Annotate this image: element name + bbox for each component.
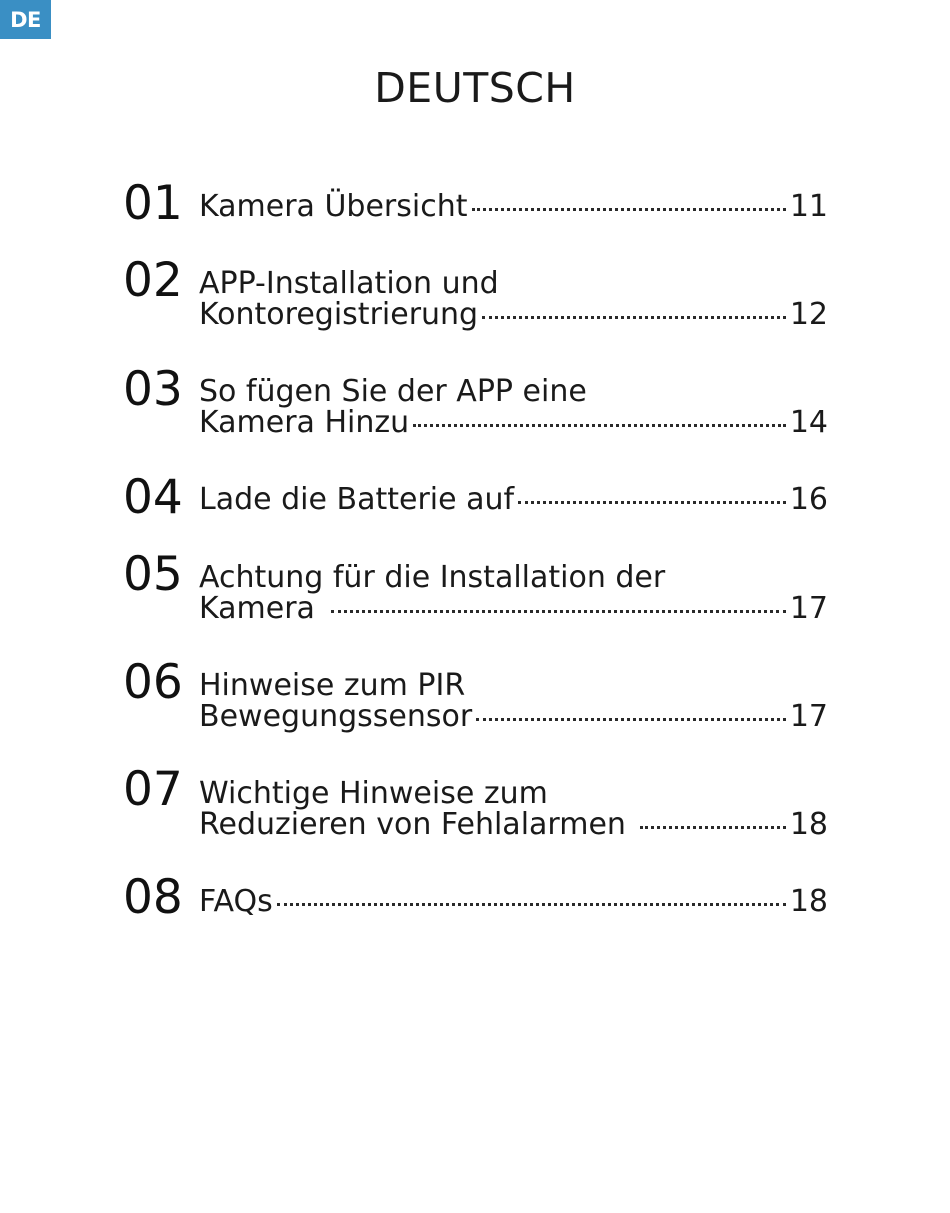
toc-entry-number: 01 <box>123 176 183 231</box>
dot-leader <box>331 610 786 613</box>
toc-entry-title-line-1: APP-Installation und <box>199 266 499 301</box>
toc-entry-page: 18 <box>789 884 828 919</box>
toc-entry-page: 17 <box>789 591 828 626</box>
toc-entry-number: 07 <box>123 762 183 817</box>
dot-leader <box>413 424 786 427</box>
toc-entry-title-line-1: Achtung für die Installation der <box>199 560 666 595</box>
toc-entry-title-line-2: Bewegungssensor <box>199 699 473 734</box>
toc-entry-title-line-2: Kamera Hinzu <box>199 405 410 440</box>
dot-leader <box>277 903 786 906</box>
toc-entry-page: 16 <box>789 482 828 517</box>
toc-entry-page: 12 <box>789 297 828 332</box>
page-title: DEUTSCH <box>374 64 576 112</box>
dot-leader <box>640 826 786 829</box>
toc-entry-page: 11 <box>789 189 828 224</box>
dot-leader <box>476 718 786 721</box>
dot-leader <box>482 316 786 319</box>
toc-entry-title-line-2: Kamera <box>199 591 315 626</box>
toc-entry-title-line-2: Kontoregistrierung <box>199 297 479 332</box>
toc-entry-number: 02 <box>123 253 183 308</box>
dot-leader <box>518 501 786 504</box>
language-badge-label: DE <box>10 7 41 32</box>
language-badge <box>0 0 51 39</box>
toc-entry-title-line-1: So fügen Sie der APP eine <box>199 374 587 409</box>
toc-entry-page: 18 <box>789 807 828 842</box>
toc-entry-title-line-2: Reduzieren von Fehlalarmen <box>199 807 626 842</box>
dot-leader <box>472 208 786 211</box>
toc-entry-title: Lade die Batterie auf <box>199 482 515 517</box>
toc-entry-title: Kamera Übersicht <box>199 189 468 224</box>
toc-entry-title-line-1: Wichtige Hinweise zum <box>199 776 548 811</box>
toc-entry-number: 03 <box>123 362 183 417</box>
toc-entry-number: 06 <box>123 655 183 710</box>
toc-entry-title: FAQs <box>199 884 273 919</box>
toc-entry-number: 04 <box>123 470 183 525</box>
toc-entry-page: 14 <box>789 405 828 440</box>
toc-entry-number: 05 <box>123 547 183 602</box>
toc-entry-number: 08 <box>123 870 183 925</box>
toc-entry-title-line-1: Hinweise zum PIR <box>199 668 466 703</box>
toc-entry-page: 17 <box>789 699 828 734</box>
